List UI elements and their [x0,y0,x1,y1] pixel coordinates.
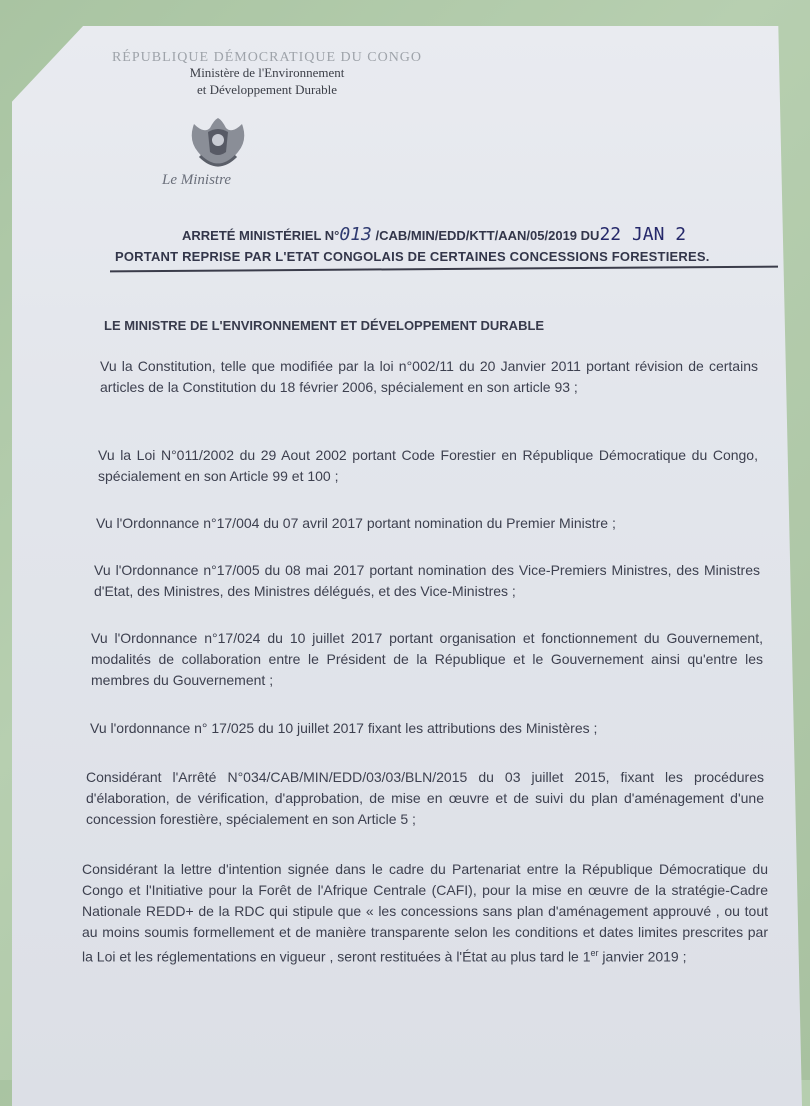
paragraph-arrete-034: Considérant l'Arrêté N°034/CAB/MIN/EDD/03/03/BLN/2015 du 03 juillet 2015, fixant les procédures d'élaboration, de vérification, d'approbation, de mise en œuvre et de suivi du plan d'aménagement d'une concession forestière, spécialement en son Article 5 ; [86,769,764,827]
minister-signature: Le Ministre [162,172,232,188]
paragraph-constitution: Vu la Constitution, telle que modifiée par la loi n°002/11 du 20 Janvier 2011 portant révision de certains articles de la Constitution du 18 février 2006, spécialement en son article 93 ; [100,358,758,395]
coat-of-arms-icon [184,112,252,176]
date-stamp: 22 JAN 2 [599,224,687,245]
arrete-subtitle: PORTANT REPRISE PAR L'ETAT CONGOLAIS DE CERTAINES CONCESSIONS FORESTIERES. [115,249,710,264]
paragraph-forest-code: Vu la Loi N°011/2002 du 29 Aout 2002 portant Code Forestier en République Démocratique du Congo, spécialement en son Article 99 et 100 ; [98,447,758,484]
ministry-name-line2: et Développement Durable [196,81,338,97]
letterhead [102,50,432,98]
minister-heading: LE MINISTRE DE L'ENVIRONNEMENT ET DÉVELOPPEMENT DURABLE [104,318,545,333]
ministry-name-line1: Ministère de l'Environnement [189,65,345,81]
paragraph-cafi-ending: janvier 2019 ; [598,948,687,965]
paragraph-ordonnance-005: Vu l'Ordonnance n°17/005 du 08 mai 2017 portant nomination des Vice-Premiers Ministres, des Ministres d'Etat, des Ministres, des Ministres délégués, et des Vice-Ministres ; [94,562,760,599]
paragraph-cafi [82,859,768,968]
arrete-title [182,224,686,245]
paragraph-ordonnance-024: Vu l'Ordonnance n°17/024 du 10 juillet 2017 portant organisation et fonctionnement du Gouvernement, modalités de collaboration entre le Président de la République et le Gouvernement ainsi qu'entre les membres du Gouvernement ; [91,630,763,688]
arrete-number: 013 [339,224,372,245]
arrete-prefix: ARRETÉ MINISTÉRIEL N° [182,228,340,243]
paragraph-ordonnance-004: Vu l'Ordonnance n°17/004 du 07 avril 2017 portant nomination du Premier Ministre ; [96,515,616,531]
paragraph-cafi-text: Considérant la lettre d'intention signée dans le cadre du Partenariat entre la République Démocratique du Congo et l'Initiative pour la Forêt de l'Afrique Centrale (CAFI), pour la mise en œuvre de la stratégie-Cadre Nationale REDD+ de la RDC qui stipule que « les concessions sans plan d'aménagement approuvé , ou tout au moins soumis formellement et de manière transparente selon les conditions et dates limites prescrites par la Loi et les réglementations en vigueur , seront restituées à l'État au plus tard le 1 [82,861,768,965]
republic-name: RÉPUBLIQUE DÉMOCRATIQUE DU CONGO [111,50,423,65]
paragraph-ordonnance-025: Vu l'ordonnance n° 17/025 du 10 juillet 2017 fixant les attributions des Ministères ; [90,720,598,736]
arrete-reference: /CAB/MIN/EDD/KTT/AAN/05/2019 DU [375,228,600,243]
ordinal-superscript: er [590,948,599,958]
